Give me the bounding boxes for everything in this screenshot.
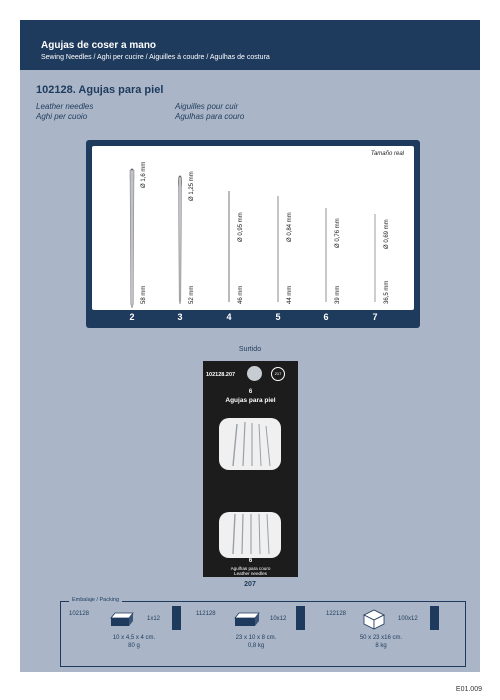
pack-1-mini-card-icon	[172, 606, 181, 630]
package-line-en: Leather needles	[234, 571, 267, 576]
translation-pt: Agulhas para couro	[175, 112, 245, 121]
pack-3-dims: 50 x 23 x16 cm.	[359, 635, 403, 641]
pack-2-code: 112128	[196, 611, 216, 617]
pack-1-dims: 10 x 4,5 x 4 cm.	[112, 635, 156, 641]
needle-4-length: 46 mm	[238, 285, 244, 304]
pack-3-weight: 8 kg	[375, 643, 387, 649]
needle-5-diameter: Ø 0,84 mm	[287, 212, 293, 242]
needle-3-length: 52 mm	[189, 285, 195, 304]
page-code: E01.009	[455, 686, 482, 693]
needle-2-diameter: Ø 1,6 mm	[141, 161, 147, 188]
pack-2-box-icon	[233, 610, 261, 628]
packing-label: Embalaje / Packing	[69, 597, 122, 603]
package-window-top	[219, 418, 281, 470]
needle-3-diameter: Ø 1,25 mm	[189, 171, 195, 201]
package-bottom-count: 6	[248, 558, 253, 564]
needle-7-diameter: Ø 0,69 mm	[384, 219, 390, 249]
package-number: 207	[244, 581, 256, 588]
needle-number-5: 5	[275, 312, 281, 322]
needle-chart-area	[92, 146, 414, 310]
translation-it: Aghi per cuoio	[36, 112, 88, 121]
needle-number-7: 7	[372, 312, 378, 322]
package-line-pt: Agulhas para couro	[230, 566, 271, 571]
package-count: 6	[248, 389, 253, 395]
packing-section	[60, 597, 466, 667]
pack-2-mini-card-icon	[296, 606, 305, 630]
translation-fr: Aiguilles pour cuir	[175, 102, 239, 111]
needle-2-drawing	[130, 169, 134, 308]
needle-size-chart	[86, 140, 420, 328]
needle-6-diameter: Ø 0,76 mm	[335, 218, 341, 248]
package-window-bottom	[219, 512, 281, 558]
pack-3-code: 122128	[326, 611, 347, 617]
pack-1-weight: 80 g	[128, 643, 140, 649]
needle-package	[203, 361, 298, 577]
package-hang-hole	[247, 366, 262, 381]
package-code: 102128.207	[206, 372, 236, 378]
needle-5-length: 44 mm	[287, 285, 293, 304]
pack-2-qty: 10x12	[270, 616, 287, 622]
assortment-label: Surtido	[238, 346, 262, 353]
pack-1-qty: 1x12	[147, 616, 161, 622]
package-badge: 217	[271, 367, 285, 381]
pack-1-box-icon	[109, 610, 135, 628]
package-name: Agujas para piel	[225, 397, 276, 404]
translation-en: Leather needles	[36, 102, 94, 111]
real-size-label: Tamaño real	[370, 151, 404, 157]
pack-3-carton-icon	[361, 606, 387, 630]
header-subtitle: Sewing Needles / Aghi per cucire / Aiguilles á coudre / Agulhas de costura	[41, 54, 270, 61]
pack-1-code: 102128	[69, 611, 90, 617]
needle-3-drawing	[179, 176, 182, 304]
header-bar	[20, 20, 480, 70]
pack-2-weight: 0,8 kg	[247, 643, 265, 649]
catalog-panel	[20, 20, 480, 672]
needle-6-length: 39 mm	[335, 285, 341, 304]
pack-3-mini-card-icon	[430, 606, 439, 630]
needle-number-2: 2	[129, 312, 135, 322]
needle-4-diameter: Ø 0,95 mm	[238, 212, 244, 242]
pack-2-dims: 23 x 10 x 8 cm.	[235, 635, 277, 641]
pack-3-qty: 100x12	[398, 616, 418, 622]
needle-number-3: 3	[177, 312, 183, 322]
needle-number-6: 6	[323, 312, 329, 322]
needle-drawings	[92, 146, 414, 310]
needle-2-length: 58 mm	[141, 285, 147, 304]
needle-7-length: 36,5 mm	[384, 280, 390, 304]
product-title: 102128. Agujas para piel	[36, 84, 164, 96]
needle-number-4: 4	[226, 312, 232, 322]
header-title: Agujas de coser a mano	[41, 40, 157, 51]
